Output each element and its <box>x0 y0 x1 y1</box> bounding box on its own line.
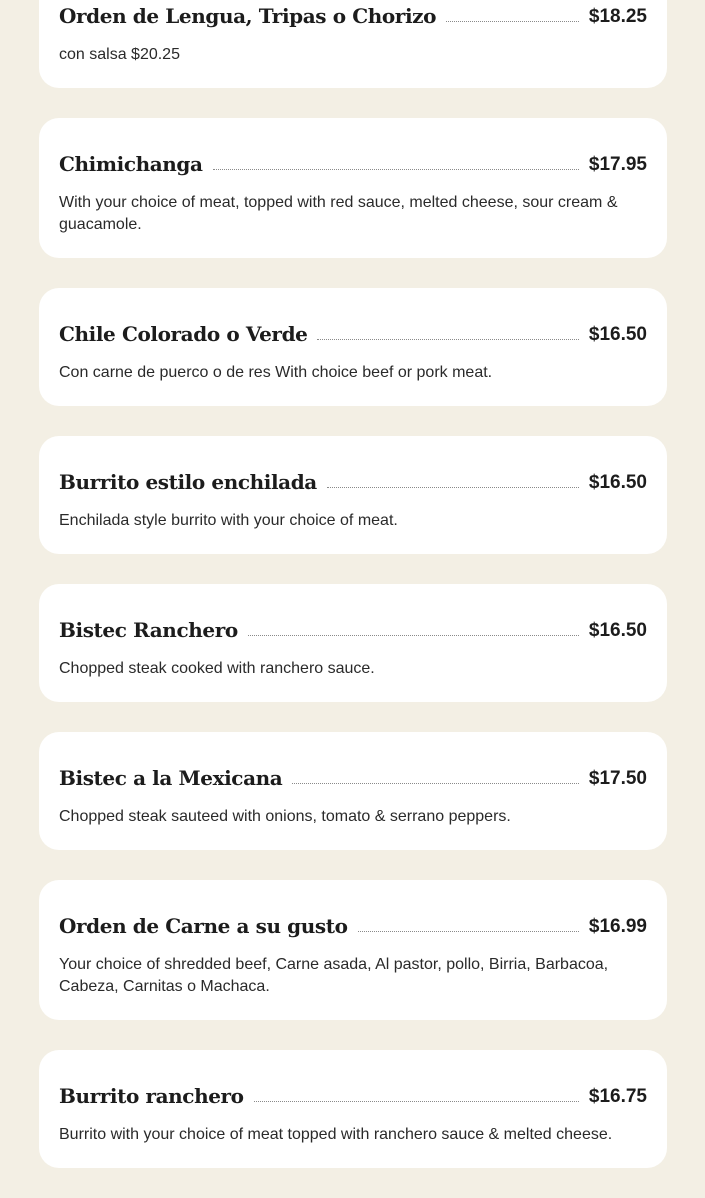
menu-item-card[interactable] <box>39 880 667 1020</box>
menu-item-name: Orden de Carne a su gusto <box>59 914 348 938</box>
menu-item-card[interactable] <box>39 436 667 554</box>
menu-item-price: $16.50 <box>588 324 647 345</box>
menu-item-price: $17.50 <box>588 768 647 789</box>
menu-item-header <box>59 732 647 792</box>
menu-item-description: Chopped steak sauteed with onions, tomato & serrano peppers. <box>59 808 511 825</box>
menu-item-header <box>59 0 647 30</box>
dotted-leader <box>292 783 579 784</box>
dotted-leader <box>248 635 579 636</box>
menu-item-card[interactable] <box>39 288 667 406</box>
menu-item-card[interactable] <box>39 118 667 258</box>
menu-item-description: Enchilada style burrito with your choice of meat. <box>59 512 398 529</box>
menu-item-header <box>59 1050 647 1110</box>
menu-item-name: Orden de Lengua, Tripas o Chorizo <box>59 4 437 28</box>
menu-item-name: Chimichanga <box>59 152 203 176</box>
menu-item-card[interactable] <box>39 732 667 850</box>
dotted-leader <box>317 339 578 340</box>
menu-item-description: con salsa $20.25 <box>59 46 180 63</box>
menu-item-name: Burrito estilo enchilada <box>59 470 317 494</box>
dotted-leader <box>213 169 579 170</box>
menu-item-header <box>59 118 647 178</box>
menu-item-price: $18.25 <box>588 6 647 27</box>
menu-item-description: With your choice of meat, topped with red sauce, melted cheese, sour cream & guacamole. <box>59 194 618 233</box>
menu-item-price: $16.50 <box>588 620 647 641</box>
menu-item-name: Bistec Ranchero <box>59 618 238 642</box>
menu-list <box>39 0 667 1198</box>
menu-item-header <box>59 880 647 940</box>
menu-item-price: $17.95 <box>588 154 647 175</box>
menu-item-description: Burrito with your choice of meat topped with ranchero sauce & melted cheese. <box>59 1126 613 1143</box>
menu-item-name: Chile Colorado o Verde <box>59 322 308 346</box>
menu-item-price: $16.99 <box>588 916 647 937</box>
menu-item-price: $16.50 <box>588 472 647 493</box>
menu-item-price: $16.75 <box>588 1086 647 1107</box>
dotted-leader <box>358 931 579 932</box>
menu-item-name: Burrito ranchero <box>59 1084 244 1108</box>
menu-item-header <box>59 584 647 644</box>
menu-item-description: Chopped steak cooked with ranchero sauce. <box>59 660 375 677</box>
menu-item-description: Your choice of shredded beef, Carne asada, Al pastor, pollo, Birria, Barbacoa, Cabeza, Carnitas o Machaca. <box>59 956 609 995</box>
dotted-leader <box>327 487 579 488</box>
menu-item-name: Bistec a la Mexicana <box>59 766 283 790</box>
menu-item-card[interactable] <box>39 584 667 702</box>
dotted-leader <box>254 1101 579 1102</box>
menu-item-header <box>59 436 647 496</box>
menu-item-card[interactable] <box>39 1050 667 1168</box>
dotted-leader <box>446 21 579 22</box>
menu-item-card[interactable] <box>39 0 667 88</box>
menu-item-description: Con carne de puerco o de res With choice beef or pork meat. <box>59 364 493 381</box>
menu-item-header <box>59 288 647 348</box>
